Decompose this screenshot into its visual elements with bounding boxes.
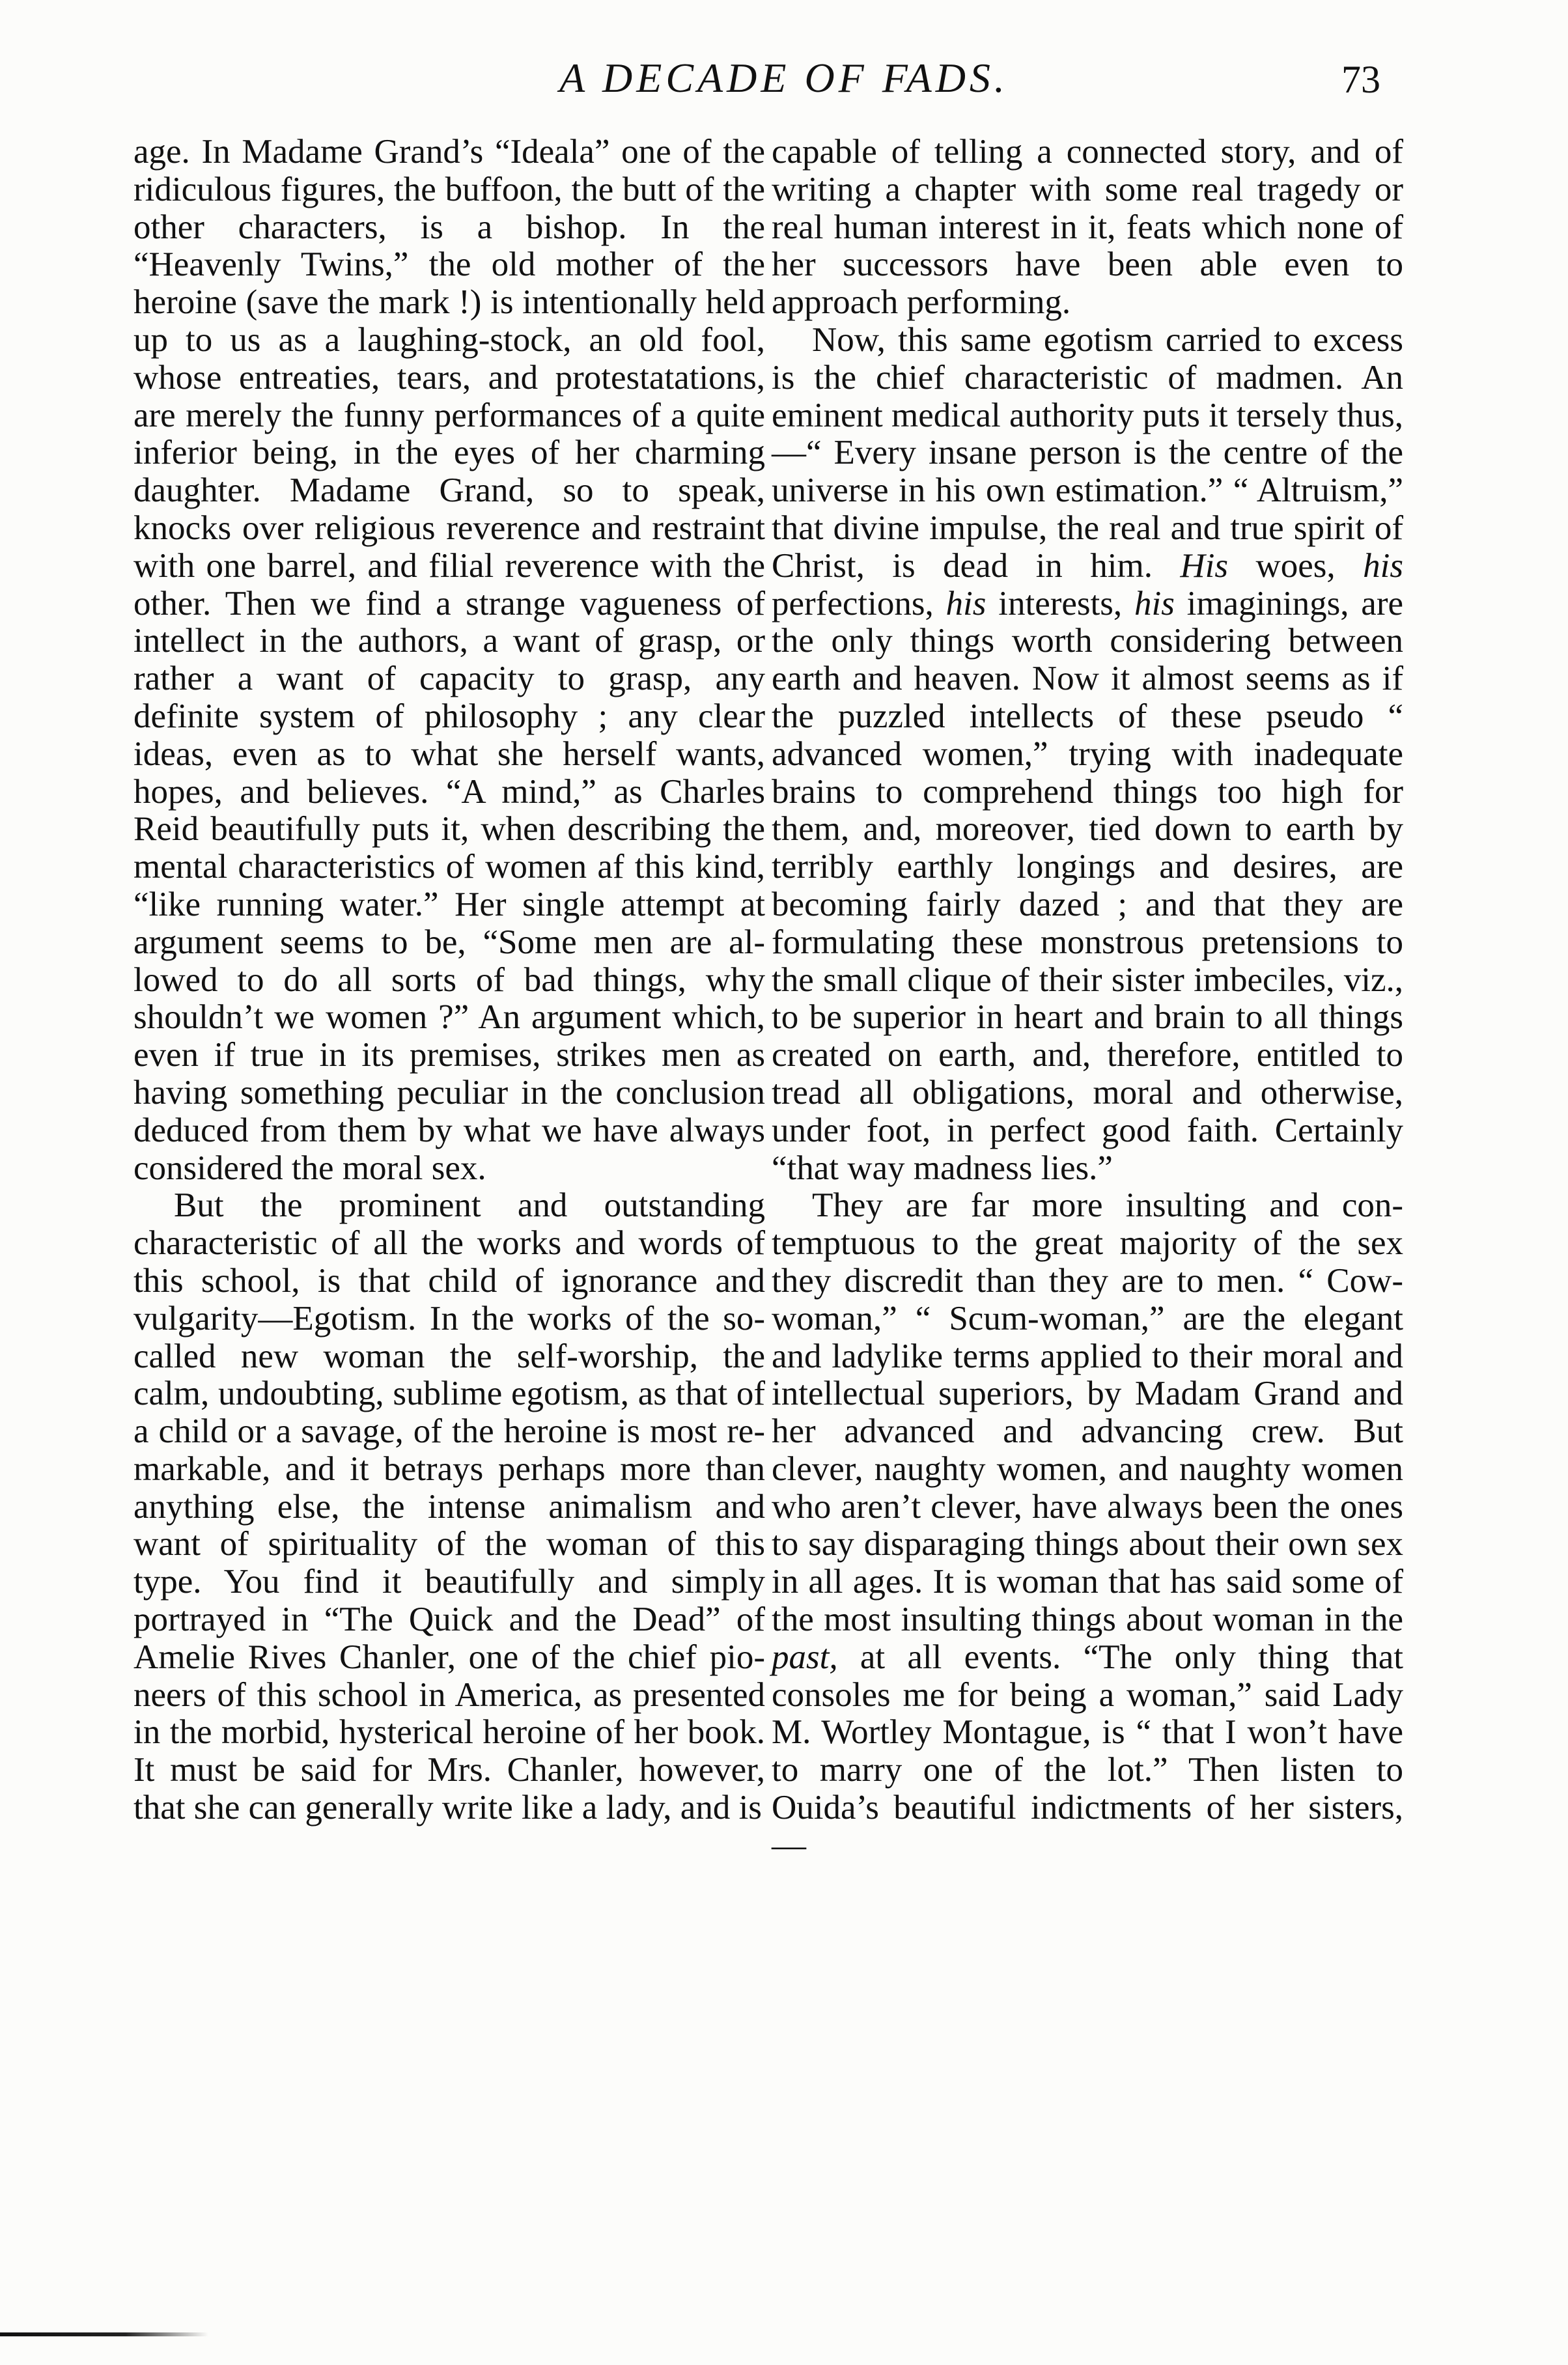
paragraph: [772, 322, 1403, 1187]
paragraph: [772, 1187, 1403, 1864]
text-run: perfections,: [772, 584, 946, 623]
running-title: A DECADE OF FADS.: [559, 55, 1009, 101]
left-column: [133, 133, 765, 1827]
emphasis: his: [945, 584, 987, 623]
emphasis: his: [1363, 546, 1403, 585]
emphasis: His: [1180, 546, 1229, 585]
emphasis: past,: [772, 1638, 838, 1676]
page-number: 73: [1341, 58, 1380, 101]
right-column: [772, 133, 1403, 1865]
text-run: interests,: [986, 584, 1134, 623]
text-run: at all events. “The only thing that consoles me for being a woman,” said Lady M. Wortley Montague, is “ that I won’t have to marry one of the lot.” Then listen to Ouida’s beautiful indictments of her sisters,—: [772, 1638, 1403, 1864]
emphasis: his: [1134, 584, 1175, 623]
text-run: woes,: [1228, 546, 1364, 585]
text-run: imaginings, are the only things worth considering between earth and heaven. Now it almost seems as if the puzzled intellects of these pseudo “ advanced women,” trying with inadequate brains to comprehend things too high for them, and, moreover, tied down to earth by terribly earthly longings and desires, are becoming fairly dazed ; and that they are formulating these monstrous pretensions to the small clique of their sister imbeciles, viz., to be superior in heart and brain to all things created on earth, and, therefore, entitled to tread all obligations, moral and otherwise, under foot, in perfect good faith. Certainly “that way madness lies.”: [772, 584, 1404, 1187]
paragraph: age. In Madame Grand’s “Ideala” one of the ridiculous figures, the buffoon, the butt of the other characters, is a bishop. In the “Heavenly Twins,” the old mother of the heroine (save the mark !) is intentionally held up to us as a laughing-stock, an old fool, whose entreaties, tears, and protestatations, are merely the funny performances of a quite inferior being, in the eyes of her charming daughter. Madame Grand, so to speak, knocks over religious reverence and restraint with one barrel, and filial reverence with the other. Then we find a strange vagueness of intellect in the authors, a want of grasp, or rather a want of capacity to grasp, any definite system of philosophy ; any clear ideas, even as to what she herself wants, hopes, and believes. “A mind,” as Charles Reid beautifully puts it, when describing the mental characteristics of women af this kind, “like running water.” Her single attempt at argument seems to be, “Some men are allowed to do all sorts of bad things, why shouldn’t we women ?” An argument which, even if true in its premises, strikes men as having something peculiar in the conclusion deduced from them by what we have always considered the moral sex.: [133, 133, 765, 1187]
page-edge-rule: [0, 2332, 208, 2336]
paragraph: capable of telling a connected story, and of writing a chapter with some real tragedy or real human interest in it, feats which none of her successors have been able even to approach performing.: [772, 133, 1403, 322]
text-run: Now, this same egotism carried to excess is the chief characteristic of madmen. An eminent medical authority puts it tersely thus,—“ Every insane person is the centre of the universe in his own estimation.” “ Altruism,” that divine impulse, the real and true spirit of Christ, is dead in him.: [772, 320, 1403, 585]
paragraph: But the prominent and outstanding characteristic of all the works and words of this school, is that child of ignorance and vulgarity—Egotism. In the works of the so-called new woman the self-worship, the calm, undoubting, sublime egotism, as that of a child or a savage, of the heroine is most remarkable, and it betrays perhaps more than anything else, the intense animalism and want of spirituality of the woman of this type. You find it beautifully and simply portrayed in “The Quick and the Dead” of Amelie Rives Chanler, one of the chief pioneers of this school in America, as presented in the morbid, hysterical heroine of her book. It must be said for Mrs. Chanler, however, that she can generally write like a lady, and is: [133, 1186, 765, 1827]
text-run: They are far more insulting and contemptuous to the great majority of the sex they discredit than they are to men. “ Cow-woman,” “ Scum-woman,” are the elegant and ladylike terms applied to their moral and intellectual superiors, by Madam Grand and her advanced and advancing crew. But clever, naughty women, and naughty women who aren’t clever, have always been the ones to say disparaging things about their own sex in all ages. It is woman that has said some of the most insulting things about woman in the: [772, 1186, 1403, 1639]
